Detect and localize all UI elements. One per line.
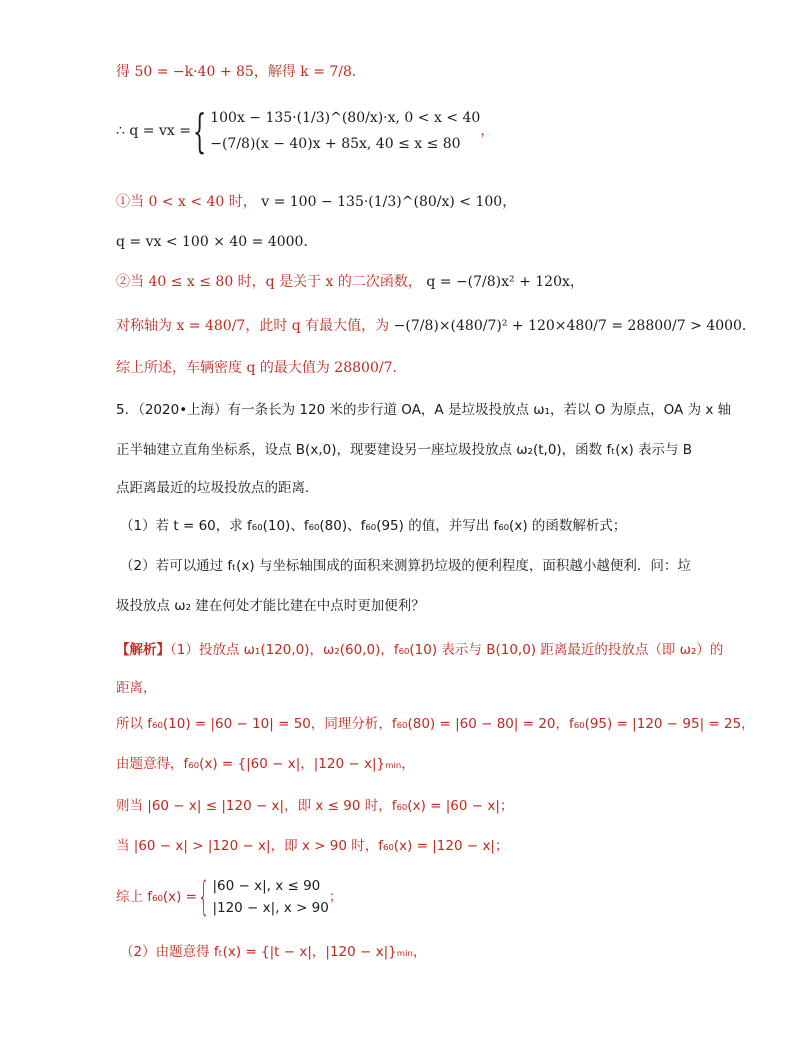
- piecewise-q-prefix: ∴ q = vx =: [116, 123, 191, 139]
- solution-piecewise-suffix: ；: [328, 889, 343, 905]
- question-5-line-2: 正半轴建立直角坐标系，设点 B(x,0)，现要建设另一座垃圾投放点 ω₂(t,0)，函数 fₜ(x) 表示与 B: [116, 442, 693, 458]
- case-2-label: ②当 40 ≤ x ≤ 80 时，q 是关于 x 的二次函数，: [116, 274, 422, 290]
- conclusion-line: 综上所述，车辆密度 q 的最大值为 28800/7．: [116, 360, 407, 376]
- solution-case-b-line: 当 |60 − x| > |120 − x|，即 x > 90 时，f₆₀(x) = |120 − x|；: [116, 838, 509, 854]
- solution-part-1-line-1: [116, 640, 723, 660]
- piecewise-q-case-2: −(7/8)(x − 40)x + 85x, 40 ≤ x ≤ 80: [210, 136, 461, 152]
- case-1-bound: q = vx < 100 × 40 = 4000．: [116, 234, 318, 250]
- solution-piecewise: [116, 876, 342, 918]
- solution-piecewise-prefix: 综上 f₆₀(x) =: [116, 889, 197, 905]
- solution-part-1-text: （1）投放点 ω₁(120,0)，ω₂(60,0)，f₆₀(10) 表示与 B(10,0) 距离最近的投放点（即 ω₂）的: [170, 642, 724, 658]
- max-value-formula: −(7/8)×(480/7)² + 120×480/7 = 28800/7 > 4000．: [393, 318, 756, 334]
- analysis-tag: 【解析】: [116, 642, 170, 658]
- solution-line-k: 得 50 = −k·40 + 85，解得 k = 7/8．: [116, 64, 366, 80]
- case-1-label: ①当 0 < x < 40 时，: [116, 194, 257, 210]
- question-5-line-3: 点距离最近的垃圾投放点的距离．: [116, 480, 319, 496]
- piecewise-q-case-1: 100x − 135·(1/3)^(80/x)·x, 0 < x < 40: [210, 110, 481, 126]
- solution-values-line: 所以 f₆₀(10) = |60 − 10| = 50，同理分析，f₆₀(80) = |60 − 80| = 20，f₆₀(95) = |120 − 95| = 25，: [116, 716, 755, 732]
- case-2-formula: q = −(7/8)x² + 120x，: [426, 274, 584, 290]
- question-5-line-1: 5．（2020•上海）有一条长为 120 米的步行道 OA，A 是垃圾投放点 ω₁，若以 O 为原点，OA 为 x 轴: [116, 402, 732, 418]
- solution-part-2-line: （2）由题意得 fₜ(x) = {|t − x|，|120 − x|}ₘᵢₙ，: [120, 944, 427, 960]
- solution-piecewise-case-2: |120 − x|, x > 90: [212, 900, 329, 916]
- piecewise-q: [116, 104, 495, 158]
- question-5-part-1: （1）若 t = 60，求 f₆₀(10)、f₆₀(80)、f₆₀(95) 的值，并写出 f₆₀(x) 的函数解析式；: [120, 518, 627, 534]
- question-5-part-2-line-1: （2）若可以通过 fₜ(x) 与坐标轴围成的面积来测算扔垃圾的便利程度，面积越小越便利．问：垃: [120, 558, 691, 574]
- case-1-formula: v = 100 − 135·(1/3)^(80/x) < 100，: [261, 194, 517, 210]
- case-1-line: [116, 192, 516, 212]
- axis-text: 对称轴为 x = 480/7，此时 q 有最大值，为: [116, 318, 394, 334]
- question-5-part-2-line-2: 圾投放点 ω₂ 建在何处才能比建在中点时更加便利？: [116, 598, 425, 614]
- piecewise-q-suffix: ，: [480, 123, 495, 139]
- solution-piecewise-case-1: |60 − x|, x ≤ 90: [212, 878, 321, 894]
- left-brace-icon: {: [197, 874, 210, 920]
- solution-part-1-line-2: 距离，: [116, 680, 157, 696]
- solution-case-a-line: 则当 |60 − x| ≤ |120 − x|，即 x ≤ 90 时，f₆₀(x) = |60 − x|；: [116, 798, 514, 814]
- solution-definition-line: 由题意得，f₆₀(x) = {|60 − x|，|120 − x|}ₘᵢₙ，: [116, 756, 415, 772]
- case-2-line: [116, 272, 584, 292]
- left-brace-icon: {: [192, 104, 207, 158]
- axis-of-symmetry-line: [116, 316, 756, 336]
